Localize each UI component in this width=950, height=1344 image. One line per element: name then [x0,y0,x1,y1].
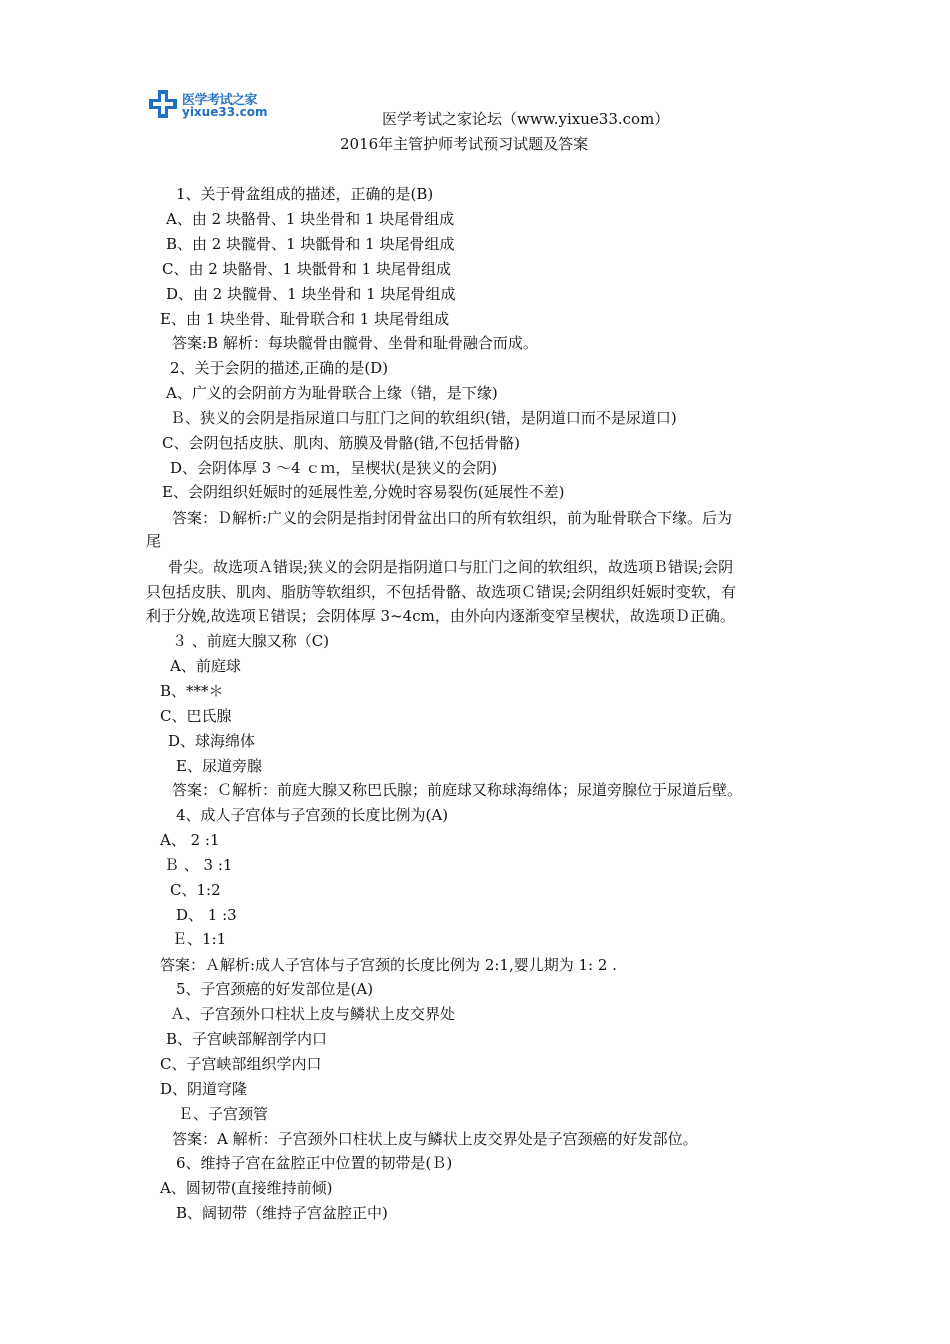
option-line: B、子宫峡部解剖学内口 [166,1030,328,1048]
question-line: ３ 、前庭大腺又称（C) [172,632,330,650]
answer-line: 答案：Ａ解析:成人子宫体与子宫颈的长度比例为 2:1,婴儿期为 1: 2 . [160,956,617,974]
option-line: Ｅ、子宫颈管 [178,1105,269,1123]
option-line: Ｂ 、 3 :1 [164,856,233,874]
option-line: E、由 1 块坐骨、耻骨联合和 1 块尾骨组成 [160,310,450,328]
option-line: D、阴道穹隆 [160,1080,248,1098]
logo-text: 医学考试之家 [182,93,258,108]
answer-line: 骨尖。故选项Ａ错误;狭义的会阴是指阴道口与肛门之间的软组织，故选项Ｂ错误;会阴 [168,558,734,576]
question-line: 1、关于骨盆组成的描述，正确的是(B) [176,185,434,203]
answer-line: 答案：Ｄ解析:广义的会阴是指封闭骨盆出口的所有软组织，前为耻骨联合下缘。后为 [172,509,733,527]
option-line: C、由 2 块骼骨、1 块骶骨和 1 块尾骨组成 [162,260,451,278]
answer-line: 答案：Ｃ解析：前庭大腺又称巴氏腺；前庭球又称球海绵体；尿道旁腺位于尿道后壁。 [172,781,743,799]
option-line: D、由 2 块髋骨、1 块坐骨和 1 块尾骨组成 [166,285,456,303]
option-line: B、阔韧带（维持子宫盆腔正中) [176,1204,388,1222]
answer-line: 利于分娩,故选项Ｅ错误；会阴体厚 3~4cm，由外向内逐渐变窄呈楔状，故选项Ｄ正确。 [146,607,735,625]
option-line: A、圆韧带(直接维持前倾) [160,1179,333,1197]
logo-url-text: yixue33.com [182,105,268,119]
question-line: 4、成人子宫体与子宫颈的长度比例为(A) [176,806,449,824]
option-line: C、会阴包括皮肤、肌肉、筋膜及骨骼(错,不包括骨骼) [162,434,520,452]
option-line: C、巴氏腺 [160,707,232,725]
option-line: B、由 2 块髋骨、1 块骶骨和 1 块尾骨组成 [166,235,455,253]
site-header: 医学考试之家论坛（www.yixue33.com） [382,110,670,128]
option-line: C、1:2 [170,881,221,899]
option-line: D、 1 :3 [176,906,237,924]
option-line: C、子宫峡部组织学内口 [160,1055,322,1073]
option-line: Ｂ、狭义的会阴是指尿道口与肛门之间的软组织(错，是阴道口而不是尿道口) [170,409,677,427]
option-line: A、广义的会阴前方为耻骨联合上缘（错，是下缘) [166,384,498,402]
option-line: D、会阴体厚 3 ～4 ｃｍ，呈楔状(是狭义的会阴) [170,459,498,477]
option-line: B、***＊ [160,682,224,700]
option-line: A、前庭球 [170,657,241,675]
answer-line: 尾 [146,532,162,550]
answer-line: 只包括皮肤、肌肉、脂肪等软组织，不包括骨骼、故选项Ｃ错误;会阴组织妊娠时变软，有 [146,583,737,601]
question-line: 5、子宫颈癌的好发部位是(A) [176,980,374,998]
site-logo [148,88,268,122]
option-line: A、由 2 块骼骨、1 块坐骨和 1 块尾骨组成 [166,210,455,228]
document-title: 2016年主管护师考试预习试题及答案 [340,135,589,153]
answer-line: 答案:B 解析：每块髋骨由髋骨、坐骨和耻骨融合而成。 [172,334,538,352]
option-line: D、球海绵体 [168,732,256,750]
option-line: E、尿道旁腺 [176,757,262,775]
option-line: Ｅ、1:1 [172,930,227,948]
medical-cross-icon [148,88,178,122]
question-line: 6、维持子宫在盆腔正中位置的韧带是(Ｂ) [176,1154,453,1172]
option-line: A、 2 :1 [160,831,220,849]
answer-line: 答案：A 解析：子宫颈外口柱状上皮与鳞状上皮交界处是子宫颈癌的好发部位。 [172,1130,698,1148]
option-line: Ａ、子宫颈外口柱状上皮与鳞状上皮交界处 [170,1005,456,1023]
question-line: 2、关于会阴的描述,正确的是(D) [170,359,389,377]
option-line: E、会阴组织妊娠时的延展性差,分娩时容易裂伤(延展性不差) [162,483,565,501]
